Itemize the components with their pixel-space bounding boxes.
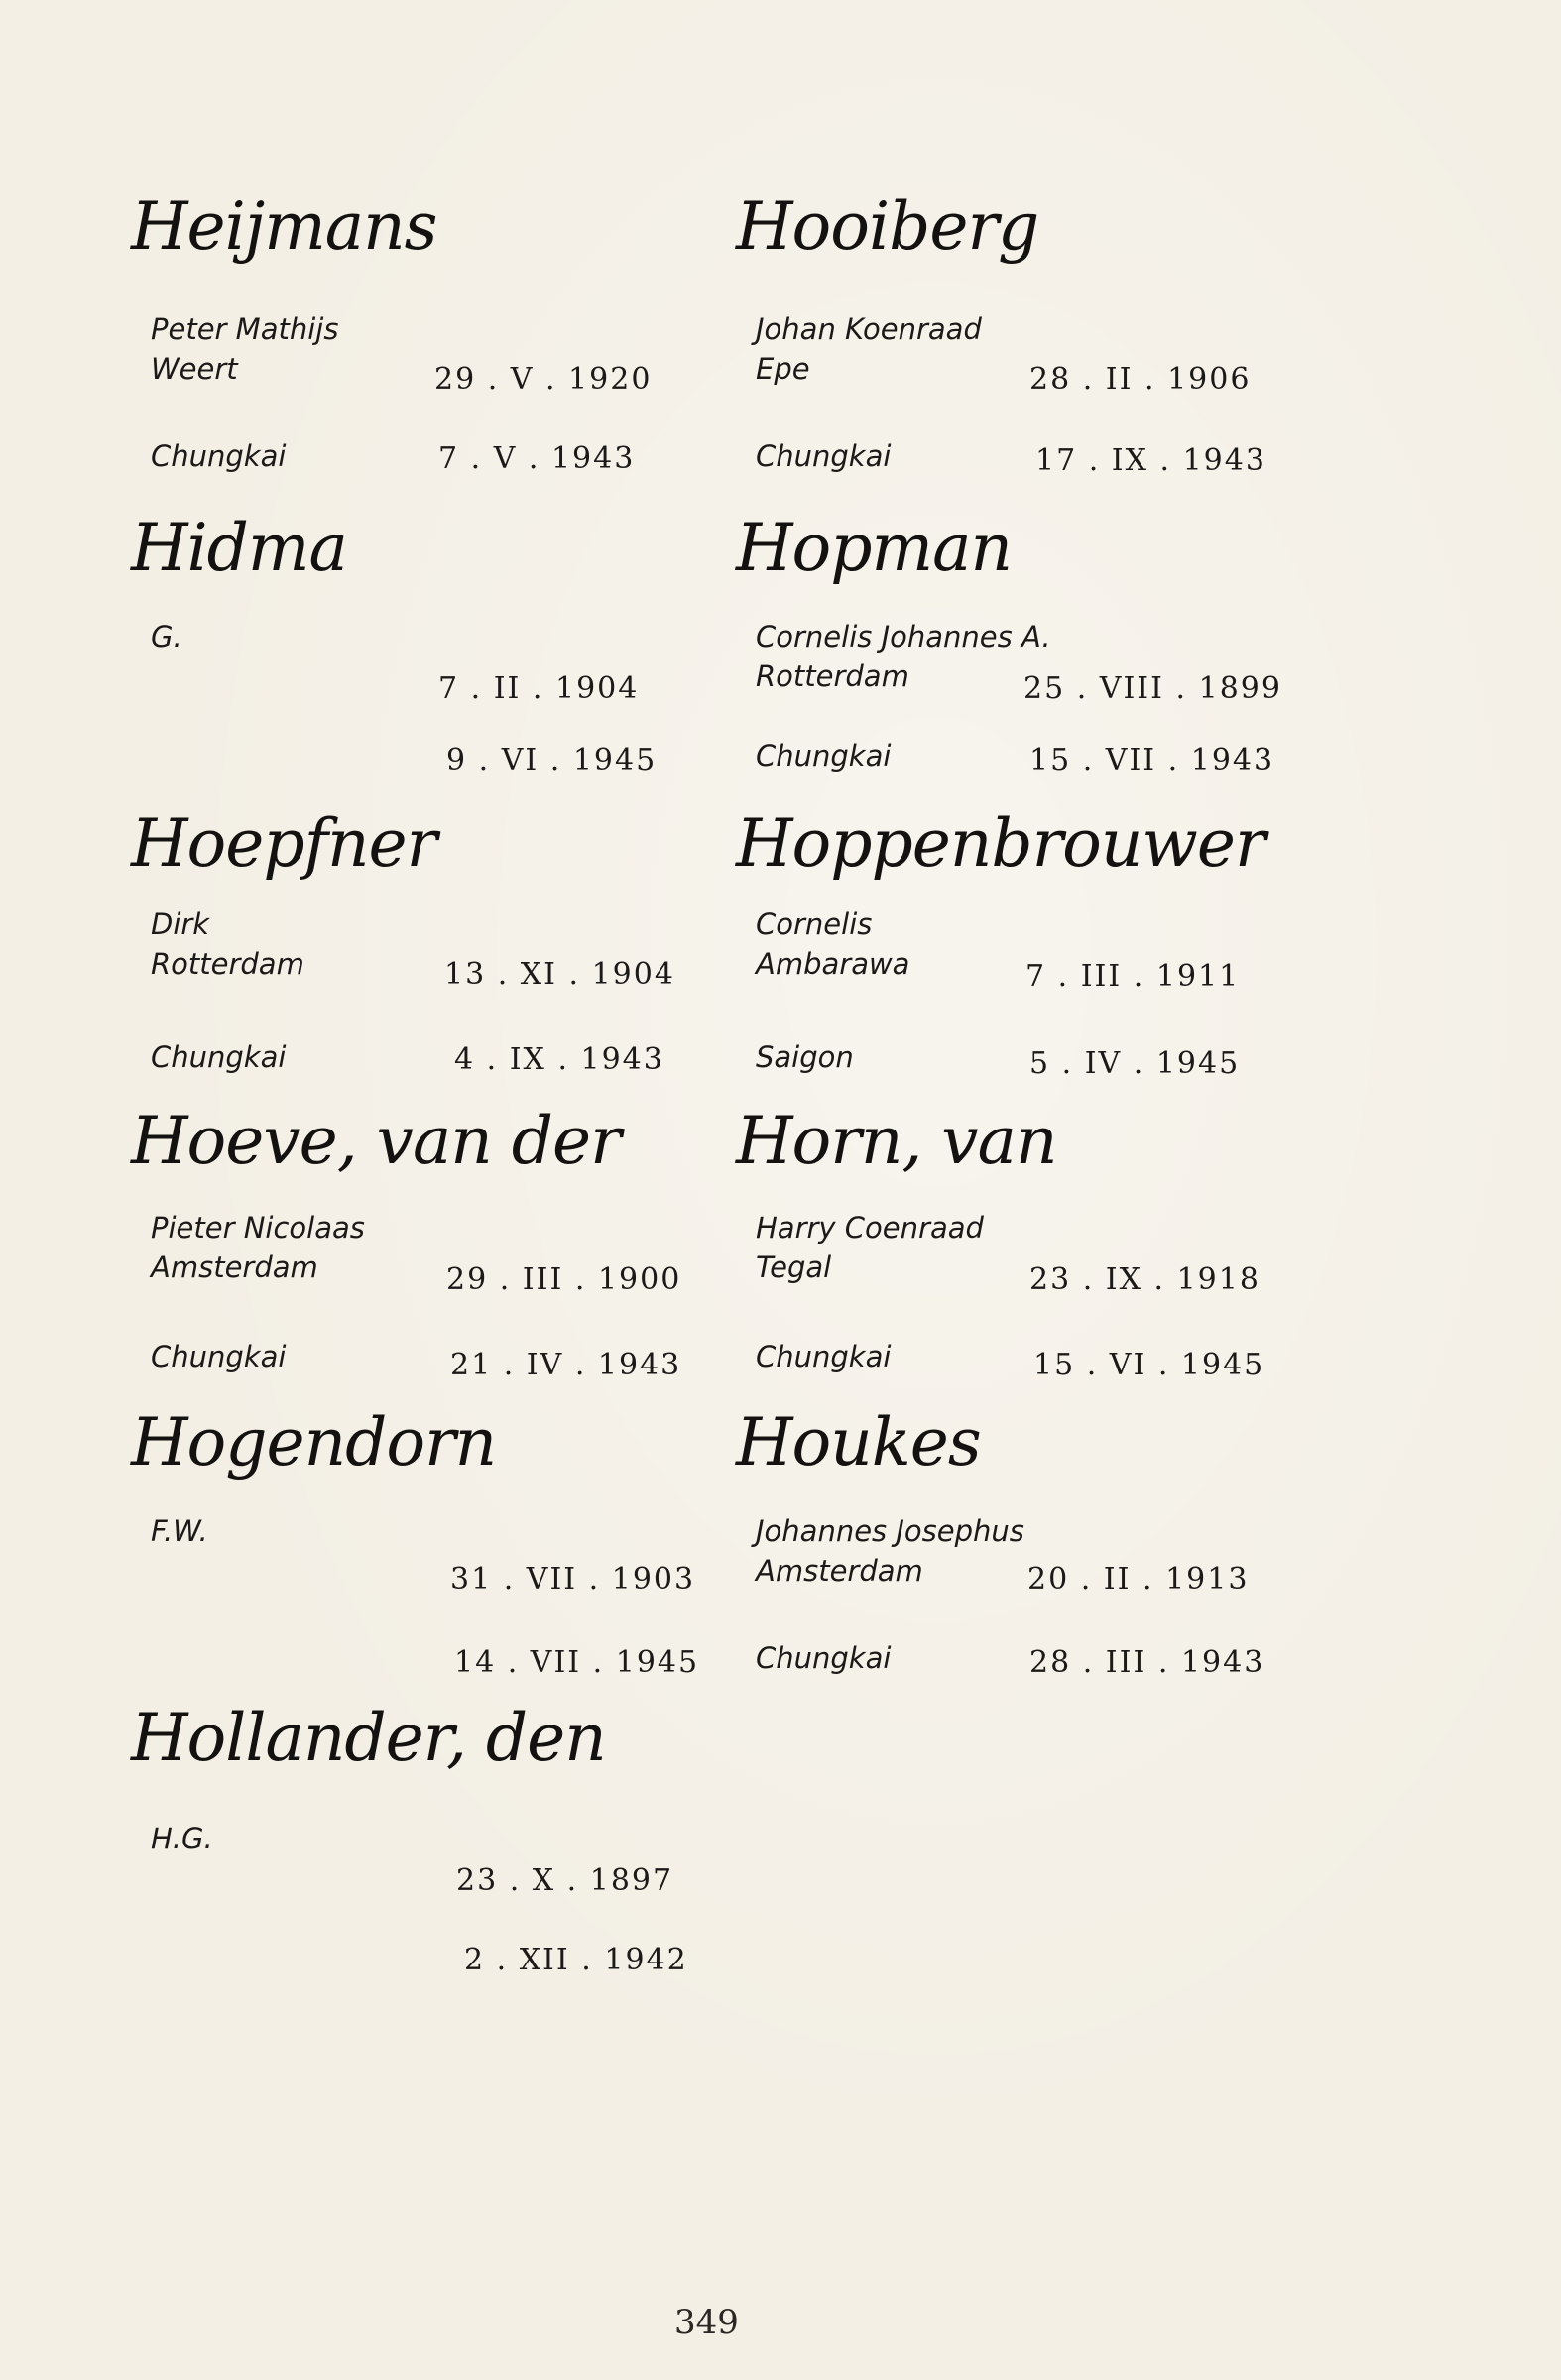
birth-place: Amsterdam bbox=[756, 1554, 923, 1588]
surname: Hoppenbrouwer bbox=[736, 805, 1265, 882]
birth-date: 20 . II . 1913 bbox=[1027, 1562, 1250, 1597]
surname: Hoeve, van der bbox=[131, 1103, 621, 1179]
death-place: Chungkai bbox=[756, 1641, 892, 1675]
given-names: Peter Mathijs bbox=[151, 312, 339, 346]
given-names: G. bbox=[151, 620, 182, 654]
death-date: 4 . IX . 1943 bbox=[454, 1042, 664, 1077]
death-date: 9 . VI . 1945 bbox=[446, 743, 658, 777]
given-names: Johan Koenraad bbox=[756, 312, 982, 346]
death-place: Chungkai bbox=[151, 1340, 287, 1373]
birth-date: 23 . X . 1897 bbox=[456, 1863, 674, 1898]
death-place: Saigon bbox=[756, 1040, 854, 1074]
death-date: 2 . XII . 1942 bbox=[464, 1943, 688, 1977]
death-date: 7 . V . 1943 bbox=[438, 441, 636, 476]
given-names: Pieter Nicolaas bbox=[151, 1211, 365, 1245]
death-place: Chungkai bbox=[151, 439, 287, 473]
birth-place: Ambarawa bbox=[756, 947, 910, 981]
death-place: Chungkai bbox=[756, 739, 892, 773]
death-date: 14 . VII . 1945 bbox=[454, 1645, 700, 1680]
death-date: 15 . VI . 1945 bbox=[1033, 1348, 1265, 1382]
death-date: 15 . VII . 1943 bbox=[1029, 743, 1275, 777]
given-names: Dirk bbox=[151, 907, 210, 941]
death-date: 17 . IX . 1943 bbox=[1035, 443, 1266, 478]
given-names: Johannes Josephus bbox=[756, 1514, 1024, 1548]
birth-place: Rotterdam bbox=[151, 947, 304, 981]
surname: Heijmans bbox=[131, 188, 437, 265]
birth-date: 7 . III . 1911 bbox=[1025, 959, 1241, 994]
surname: Horn, van bbox=[736, 1103, 1057, 1179]
surname: Hidma bbox=[131, 510, 347, 586]
given-names: Cornelis Johannes A. bbox=[756, 620, 1051, 654]
birth-place: Weert bbox=[151, 352, 238, 386]
surname: Hopman bbox=[736, 510, 1012, 586]
birth-date: 31 . VII . 1903 bbox=[450, 1562, 696, 1597]
death-place: Chungkai bbox=[151, 1040, 287, 1074]
given-names: H.G. bbox=[151, 1822, 213, 1855]
birth-place: Tegal bbox=[756, 1250, 832, 1284]
surname: Hogendorn bbox=[131, 1404, 497, 1481]
given-names: Harry Coenraad bbox=[756, 1211, 984, 1245]
death-place: Chungkai bbox=[756, 1340, 892, 1373]
birth-place: Rotterdam bbox=[756, 659, 909, 693]
birth-place: Amsterdam bbox=[151, 1250, 318, 1284]
birth-date: 29 . III . 1900 bbox=[446, 1262, 682, 1297]
death-date: 21 . IV . 1943 bbox=[450, 1348, 682, 1382]
surname: Houkes bbox=[736, 1404, 981, 1481]
birth-date: 28 . II . 1906 bbox=[1029, 362, 1252, 397]
surname: Hollander, den bbox=[131, 1700, 606, 1776]
page-number: 349 bbox=[674, 2303, 739, 2342]
given-names: Cornelis bbox=[756, 907, 873, 941]
birth-date: 25 . VIII . 1899 bbox=[1023, 671, 1282, 706]
given-names: F.W. bbox=[151, 1514, 208, 1548]
birth-date: 23 . IX . 1918 bbox=[1029, 1262, 1261, 1297]
birth-place: Epe bbox=[756, 352, 810, 386]
surname: Hooiberg bbox=[736, 188, 1039, 265]
birth-date: 29 . V . 1920 bbox=[434, 362, 653, 397]
death-date: 28 . III . 1943 bbox=[1029, 1645, 1265, 1680]
surname: Hoepfner bbox=[131, 805, 437, 882]
death-date: 5 . IV . 1945 bbox=[1029, 1046, 1241, 1081]
birth-date: 7 . II . 1904 bbox=[438, 671, 640, 706]
birth-date: 13 . XI . 1904 bbox=[444, 957, 675, 992]
death-place: Chungkai bbox=[756, 439, 892, 473]
